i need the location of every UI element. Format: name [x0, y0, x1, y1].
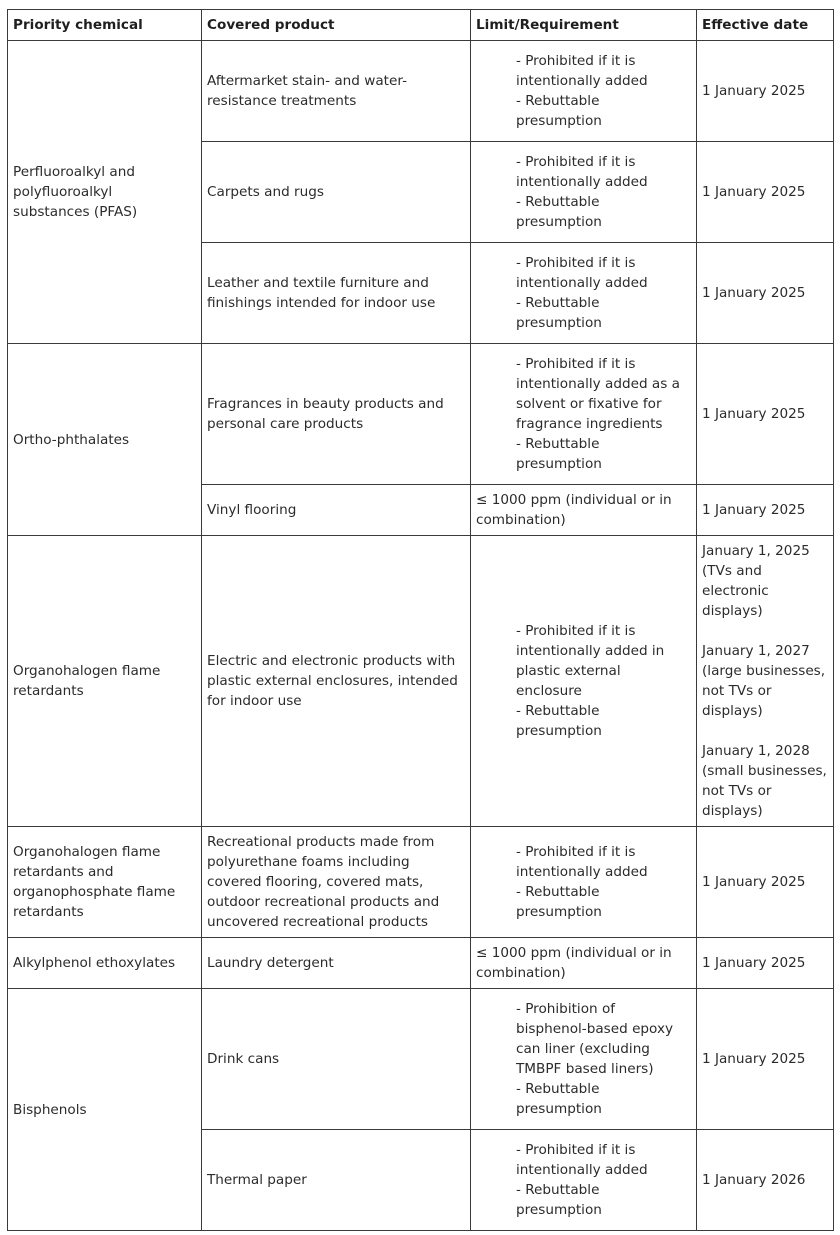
- chemical-requirements-table: [7, 9, 834, 1231]
- table-row: [8, 344, 834, 485]
- date-cell: [697, 536, 834, 827]
- product-cell: Vinyl flooring: [202, 485, 471, 536]
- date-cell: 1 January 2025: [697, 938, 834, 989]
- requirement-cell: - Prohibited if it is intentionally added - Rebuttable presumption: [471, 243, 697, 344]
- requirement-cell: - Prohibited if it is intentionally added in plastic external enclosure - Rebuttable presumption: [471, 536, 697, 827]
- header-limit-requirement: Limit/Requirement: [471, 10, 697, 41]
- product-cell: Laundry detergent: [202, 938, 471, 989]
- chemical-cell-organohalogen: Organohalogen flame retardants: [8, 536, 202, 827]
- date-cell: 1 January 2025: [697, 41, 834, 142]
- date-line: January 1, 2025 (TVs and electronic displays): [702, 543, 810, 619]
- product-cell: Drink cans: [202, 989, 471, 1130]
- requirement-cell: - Prohibited if it is intentionally added - Rebuttable presumption: [471, 142, 697, 243]
- requirement-cell: - Prohibited if it is intentionally added - Rebuttable presumption: [471, 827, 697, 938]
- table-row: [8, 536, 834, 827]
- requirement-cell: - Prohibition of bisphenol-based epoxy can liner (excluding TMBPF based liners) - Rebuttable presumption: [471, 989, 697, 1130]
- date-cell: 1 January 2025: [697, 243, 834, 344]
- product-cell: Electric and electronic products with plastic external enclosures, intended for indoor use: [202, 536, 471, 827]
- chemical-cell-organohalogen-organophosphate: Organohalogen flame retardants and organophosphate flame retardants: [8, 827, 202, 938]
- date-line: January 1, 2027 (large businesses, not TVs or displays): [702, 643, 826, 719]
- header-priority-chemical: Priority chemical: [8, 10, 202, 41]
- date-cell: 1 January 2025: [697, 142, 834, 243]
- date-cell: 1 January 2025: [697, 485, 834, 536]
- product-cell: Thermal paper: [202, 1130, 471, 1231]
- table-row: [8, 989, 834, 1130]
- requirement-cell: - Prohibited if it is intentionally added - Rebuttable presumption: [471, 41, 697, 142]
- product-cell: Carpets and rugs: [202, 142, 471, 243]
- product-cell: Recreational products made from polyurethane foams including covered flooring, covered mats, outdoor recreational products and uncovered recreational products: [202, 827, 471, 938]
- chemical-cell-ortho-phthalates: Ortho-phthalates: [8, 344, 202, 536]
- requirement-cell: - Prohibited if it is intentionally added - Rebuttable presumption: [471, 1130, 697, 1231]
- header-effective-date: Effective date: [697, 10, 834, 41]
- product-cell: Fragrances in beauty products and personal care products: [202, 344, 471, 485]
- chemical-cell-pfas: Perfluoroalkyl and polyfluoroalkyl substances (PFAS): [8, 41, 202, 344]
- product-cell: Aftermarket stain- and water- resistance treatments: [202, 41, 471, 142]
- requirement-cell: - Prohibited if it is intentionally added as a solvent or fixative for fragrance ingredients - Rebuttable presumption: [471, 344, 697, 485]
- table-row: [8, 827, 834, 938]
- chemical-cell-alkylphenol: Alkylphenol ethoxylates: [8, 938, 202, 989]
- chemical-cell-bisphenols: Bisphenols: [8, 989, 202, 1231]
- requirement-cell: ≤ 1000 ppm (individual or in combination): [471, 938, 697, 989]
- table-row: [8, 938, 834, 989]
- date-cell: 1 January 2026: [697, 1130, 834, 1231]
- date-cell: 1 January 2025: [697, 344, 834, 485]
- date-line: January 1, 2028 (small businesses, not TVs or displays): [702, 743, 827, 819]
- table-row: [8, 41, 834, 142]
- date-cell: 1 January 2025: [697, 827, 834, 938]
- requirement-cell: ≤ 1000 ppm (individual or in combination): [471, 485, 697, 536]
- table-header-row: [8, 10, 834, 41]
- date-cell: 1 January 2025: [697, 989, 834, 1130]
- header-covered-product: Covered product: [202, 10, 471, 41]
- product-cell: Leather and textile furniture and finishings intended for indoor use: [202, 243, 471, 344]
